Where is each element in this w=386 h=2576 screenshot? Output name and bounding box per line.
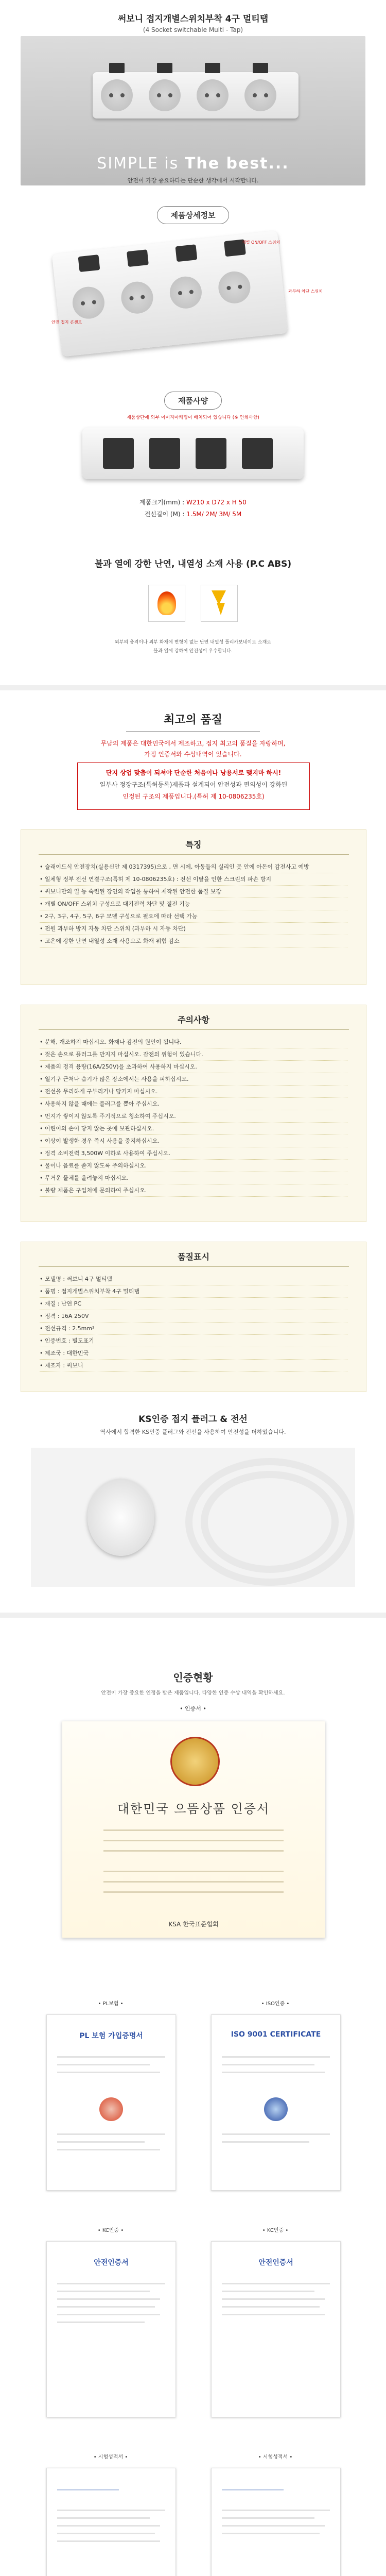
list-item: • 어린이의 손이 닿지 않는 곳에 보관하십시오.: [40, 1123, 347, 1135]
seal-icon: [170, 1737, 220, 1786]
list-item: • 인증번호 : 별도표기: [40, 1335, 347, 1347]
ks-section: [0, 1412, 386, 1436]
quality-title: 최고의 품질: [164, 714, 222, 726]
hero-title-bold: The best...: [184, 155, 289, 173]
iso-certificate-doc: [211, 2014, 341, 2191]
caution-panel: [21, 1005, 366, 1222]
socket-icon: [197, 79, 229, 111]
small-doc-label: • KC인증 •: [262, 2228, 289, 2233]
list-item: • 사용하지 않을 때에는 플러그를 뽑아 주십시오.: [40, 1098, 347, 1110]
list-item: • 젖은 손으로 플러그를 만지지 마십시오. 감전의 위험이 있습니다.: [40, 1048, 347, 1061]
list-item: • 써보니만의 일 등 숙련된 장인의 작업을 통하여 제작된 안전한 품질 보장: [40, 886, 347, 898]
hero-title-light: SIMPLE is: [97, 155, 179, 173]
cord-label: 전선길이 (M) :: [144, 511, 185, 518]
spec-values: [0, 495, 386, 521]
fire-icon: [148, 585, 185, 622]
small-doc-label: • 시험성적서 •: [258, 2454, 293, 2460]
switch-icon: [109, 63, 125, 73]
detail-pill: 제품상세정보: [157, 206, 230, 224]
list-item: • 전선을 무리하게 구부리거나 당기지 마십시오.: [40, 1086, 347, 1098]
features-panel: [21, 829, 366, 985]
iso-doc-title: ISO 9001 CERTIFICATE: [231, 2030, 321, 2039]
kc-doc-title: 안전인증서: [258, 2259, 293, 2267]
hero-image: [21, 36, 365, 185]
list-item: • 고온에 강한 난연 내열성 소재 사용으로 화재 위험 감소: [40, 935, 347, 947]
list-item: • 2구, 3구, 4구, 5구, 6구 모델 구성으로 필요에 따라 선택 가능: [40, 910, 347, 923]
cert-subtitle: 안전이 가장 중요한 인정을 받은 제품입니다. 다양한 인증 수상 내역을 확인하세요.: [101, 1690, 285, 1696]
material-section: [0, 556, 386, 654]
multitap-detail-image: [52, 231, 288, 357]
material-title: 불과 열에 강한 난연, 내열성 소재 사용 (P.C ABS): [94, 559, 292, 569]
quality-section: [0, 711, 386, 760]
socket-icon: [119, 280, 154, 315]
list-item: • 먼지가 쌓이지 않도록 주기적으로 청소하여 주십시오.: [40, 1110, 347, 1123]
list-item: • 품명 : 접지개별스위치부착 4구 멀티탭: [40, 1285, 347, 1298]
switch-icon: [175, 244, 197, 262]
list-item: • 제품의 정격 용량(16A/250V)을 초과하여 사용하지 마십시오.: [40, 1061, 347, 1073]
material-caption-2: 불과 열에 강하여 안전성이 우수합니다.: [153, 649, 233, 654]
patent-box: [77, 762, 310, 810]
pl-doc-title: PL 보험 가입증명서: [79, 2032, 143, 2040]
list-item: • 모델명 : 써보니 4구 멀티탭: [40, 1273, 347, 1285]
list-item: • 개별 ON/OFF 스위치 구성으로 대기전력 차단 및 절전 기능: [40, 898, 347, 910]
kc-doc-title: 안전인증서: [94, 2259, 129, 2267]
features-list: [21, 861, 366, 947]
socket-icon: [71, 285, 106, 320]
quality-rule: [126, 731, 260, 732]
test-report-doc: [46, 2468, 176, 2576]
label-title: 품질표시: [178, 1252, 209, 1262]
socket-icon: [168, 275, 203, 310]
list-item: • 전선규격 : 2.5mm²: [40, 1323, 347, 1335]
list-item: • 이상이 발생한 경우 즉시 사용을 중지하십시오.: [40, 1135, 347, 1147]
main-certificate: [62, 1721, 325, 1938]
small-doc-label: • ISO인증 •: [261, 2001, 290, 2007]
quality-label-panel: [21, 1242, 366, 1392]
caution-list: [21, 1036, 366, 1197]
hero-caption: 안전이 가장 중요하다는 단순한 생각에서 시작합니다.: [127, 177, 259, 184]
list-item: • 분해, 개조하지 마십시오. 화재나 감전의 원인이 됩니다.: [40, 1036, 347, 1048]
callout-overload: 과부하 차단 스위치: [288, 289, 323, 294]
size-label: 제품크기(mm) :: [139, 499, 185, 506]
plug-icon: [87, 1479, 154, 1556]
divider: [0, 685, 386, 690]
switch-icon: [253, 63, 268, 73]
material-caption-1: 외부의 충격이나 외부 화재에 변형이 없는 난연 내열성 폴리카보네이트 소재로: [115, 640, 271, 645]
small-doc-label: • KC인증 •: [97, 2228, 124, 2233]
small-doc-label: • 시험성적서 •: [93, 2454, 128, 2460]
caution-title: 주의사항: [178, 1015, 209, 1025]
list-item: • 제조국 : 대한민국: [40, 1347, 347, 1360]
cert-section: [0, 1669, 386, 1713]
divider: [0, 1613, 386, 1618]
list-item: • 재질 : 난연 PC: [40, 1298, 347, 1310]
socket-icon: [149, 79, 181, 111]
list-item: • 무거운 물체를 올려놓지 마십시오.: [40, 1172, 347, 1184]
list-item: • 일체형 정부 전선 연결구조(특허 제 10-0806235호) : 전선 이탈을 인한 스크린의 파손 방지: [40, 873, 347, 886]
list-item: • 정격 소비전력 3,500W 이하로 사용하여 주십시오.: [40, 1147, 347, 1160]
list-item: • 물이나 음료를 쏟지 않도록 주의하십시오.: [40, 1160, 347, 1172]
lightning-icon: [201, 585, 238, 622]
patent-line-1: 단지 상업 맞춤이 되셔야 단순한 처음이나 낭용서로 맺지마 하시!: [106, 769, 282, 776]
socket-icon: [217, 270, 252, 305]
callout-switch: 개별 ON/OFF 스위치: [242, 240, 280, 245]
switch-icon: [205, 63, 220, 73]
certificate-issuer: KSA 한국표준협회: [168, 1921, 219, 1928]
kc-certificate-doc: [46, 2241, 176, 2417]
quality-line-1: 무남의 제품은 대한민국에서 제조하고, 접지 최고의 품질을 자랑하며,: [100, 740, 286, 747]
list-item: • 슬래이드식 안전장치(실용신안 제 0317395)으로 , 면 시에, 아동들의 실리인 못 안에 아돈이 감전사고 예방: [40, 861, 347, 873]
socket-icon: [101, 79, 133, 111]
kc-certificate-doc: [211, 2241, 341, 2417]
ks-title: KS인증 접지 플러그 & 전선: [138, 1414, 248, 1425]
spec-pill: 제품사양: [164, 392, 222, 410]
patent-line-3: 인정된 구조의 제품입니다.(특허 제 10-0806235호): [122, 793, 265, 800]
hero-title: [21, 155, 365, 173]
list-item: • 열기구 근처나 습기가 많은 장소에서는 사용을 피하십시오.: [40, 1073, 347, 1086]
cable-coil: [201, 1471, 339, 1573]
list-item: • 제조자 : 써보니: [40, 1360, 347, 1372]
switch-icon: [196, 438, 226, 469]
switch-icon: [157, 63, 172, 73]
pl-insurance-doc: [46, 2014, 176, 2191]
spec-note: 제품상단에 외부 이미지마케팅이 배치되어 있습니다 (※ 인쇄사항): [127, 415, 259, 420]
list-item: • 정격 : 16A 250V: [40, 1310, 347, 1323]
socket-icon: [244, 79, 276, 111]
header: [0, 0, 386, 36]
callout-ground: 안전 접지 콘센트: [51, 320, 82, 325]
ks-subtitle: 역사에서 합격한 KS인증 플러그와 전선을 사용하여 안전성을 더하였습니다.: [100, 1429, 286, 1435]
cert-tag: • 인증서 •: [180, 1705, 206, 1712]
test-report-doc: [211, 2468, 341, 2576]
features-title: 특징: [185, 840, 202, 850]
quality-line-2: 가정 인증서와 수상내역이 있습니다.: [144, 751, 242, 758]
patent-line-2: 일부사 정장구조(특허등록)제품과 설계되어 안전성과 편의성이 강화된: [99, 781, 288, 788]
label-list: [21, 1273, 366, 1372]
detail-section: [0, 206, 386, 227]
size-value: W210 x D72 x H 50: [186, 499, 247, 506]
plug-cable-image: [31, 1448, 355, 1587]
switch-icon: [103, 438, 134, 469]
list-item: • 불량 제품은 구입처에 문의하여 주십시오.: [40, 1184, 347, 1197]
product-title: 써보니 접지개별스위치부착 4구 멀티탭: [117, 14, 269, 24]
switch-icon: [242, 438, 273, 469]
cord-value: 1.5M/ 2M/ 3M/ 5M: [186, 511, 242, 518]
small-doc-label: • PL보험 •: [98, 2001, 124, 2007]
list-item: • 전원 과부하 방지 자동 차단 스위치 (과부하 시 자동 차단): [40, 923, 347, 935]
switch-icon: [127, 249, 149, 267]
certificate-heading: 대한민국 으뜸상품 인증서: [117, 1802, 270, 1816]
spec-section: [0, 392, 386, 420]
switch-icon: [149, 438, 180, 469]
product-subtitle: (4 Socket switchable Multi - Tap): [143, 26, 243, 33]
switch-icon: [78, 255, 100, 272]
multitap-illustration: [93, 72, 299, 118]
cert-title: 인증현황: [173, 1671, 213, 1684]
multitap-top-image: [82, 428, 304, 479]
